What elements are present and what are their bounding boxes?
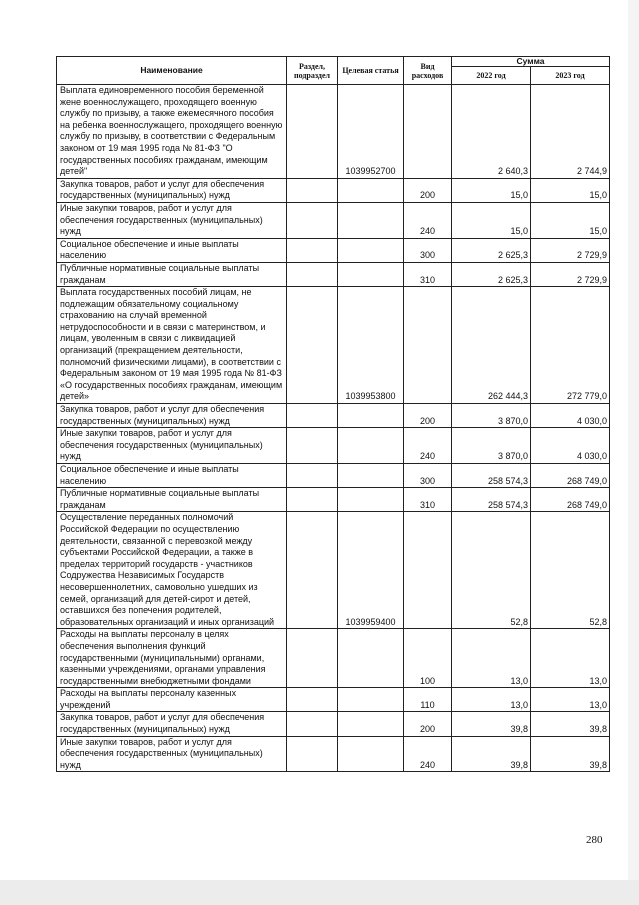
- cell-name: Иные закупки товаров, работ и услуг для обеспечения государственных (муниципальных) нужд: [57, 428, 287, 464]
- cell-amount-2022: 3 870,0: [452, 404, 531, 428]
- cell-amount-2023: 52,8: [531, 512, 610, 629]
- cell-target: [338, 178, 404, 202]
- table-row: [57, 287, 610, 404]
- cell-amount-2023: 268 749,0: [531, 464, 610, 488]
- cell-kind: [404, 85, 452, 179]
- cell-amount-2022: 3 870,0: [452, 428, 531, 464]
- header-sum: Сумма: [452, 57, 610, 67]
- cell-section: [287, 262, 338, 286]
- table-row: [57, 178, 610, 202]
- budget-table: [56, 56, 610, 772]
- cell-target: [338, 464, 404, 488]
- cell-name: Иные закупки товаров, работ и услуг для обеспечения государственных (муниципальных) нужд: [57, 202, 287, 238]
- cell-amount-2022: 39,8: [452, 712, 531, 736]
- table-row: [57, 262, 610, 286]
- cell-kind: 240: [404, 736, 452, 772]
- cell-name: Публичные нормативные социальные выплаты гражданам: [57, 262, 287, 286]
- cell-amount-2023: 39,8: [531, 712, 610, 736]
- cell-section: [287, 238, 338, 262]
- cell-amount-2023: 39,8: [531, 736, 610, 772]
- cell-amount-2023: 272 779,0: [531, 287, 610, 404]
- table-row: [57, 464, 610, 488]
- cell-amount-2022: 2 625,3: [452, 262, 531, 286]
- header-year-2022: 2022 год: [452, 67, 531, 85]
- header-name: Наименование: [57, 57, 287, 85]
- cell-kind: 200: [404, 712, 452, 736]
- cell-amount-2022: 39,8: [452, 736, 531, 772]
- table-row: [57, 404, 610, 428]
- cell-amount-2023: 4 030,0: [531, 428, 610, 464]
- table-row: [57, 629, 610, 688]
- cell-target: [338, 712, 404, 736]
- cell-kind: [404, 512, 452, 629]
- cell-name: Публичные нормативные социальные выплаты гражданам: [57, 488, 287, 512]
- table-row: [57, 488, 610, 512]
- cell-amount-2023: 2 744,9: [531, 85, 610, 179]
- cell-target: [338, 629, 404, 688]
- cell-kind: 110: [404, 688, 452, 712]
- cell-kind: [404, 287, 452, 404]
- cell-target: [338, 428, 404, 464]
- header-target: Целевая статья: [338, 57, 404, 85]
- table-row: [57, 428, 610, 464]
- header-kind: Вид расходов: [404, 57, 452, 85]
- cell-name: Иные закупки товаров, работ и услуг для обеспечения государственных (муниципальных) нужд: [57, 736, 287, 772]
- cell-target: [338, 488, 404, 512]
- cell-amount-2023: 268 749,0: [531, 488, 610, 512]
- cell-amount-2022: 15,0: [452, 178, 531, 202]
- cell-amount-2022: 15,0: [452, 202, 531, 238]
- scan-edge: [628, 0, 639, 905]
- cell-target: [338, 688, 404, 712]
- cell-section: [287, 85, 338, 179]
- cell-target: 1039959400: [338, 512, 404, 629]
- cell-section: [287, 688, 338, 712]
- cell-target: [338, 262, 404, 286]
- table-row: [57, 688, 610, 712]
- cell-name: Расходы на выплаты персоналу в целях обеспечения выполнения функций государственными (муниципальными) органами, казенными учреждениями, органами управления государственными внебюджетными фондами: [57, 629, 287, 688]
- cell-amount-2022: 13,0: [452, 629, 531, 688]
- cell-amount-2022: 13,0: [452, 688, 531, 712]
- cell-section: [287, 736, 338, 772]
- cell-name: Выплата государственных пособий лицам, не подлежащим обязательному социальному страхованию на случай временной нетрудоспособности и в связи с материнством, и лицам, уволенным в связи с ликвидацией организаций (прекращением деятельности, полномочий физическими лицами), в соответствии с Федеральным законом от 19 мая 1995 года № 81-ФЗ «О государственных пособиях гражданам, имеющим детей»: [57, 287, 287, 404]
- cell-kind: 310: [404, 488, 452, 512]
- cell-name: Социальное обеспечение и иные выплаты населению: [57, 238, 287, 262]
- cell-section: [287, 629, 338, 688]
- cell-amount-2022: 2 640,3: [452, 85, 531, 179]
- table-row: [57, 736, 610, 772]
- cell-section: [287, 287, 338, 404]
- cell-kind: 300: [404, 238, 452, 262]
- cell-amount-2022: 2 625,3: [452, 238, 531, 262]
- cell-target: 1039953800: [338, 287, 404, 404]
- cell-amount-2022: 52,8: [452, 512, 531, 629]
- cell-target: [338, 202, 404, 238]
- cell-section: [287, 404, 338, 428]
- cell-kind: 240: [404, 202, 452, 238]
- cell-amount-2022: 258 574,3: [452, 488, 531, 512]
- table-body: [57, 85, 610, 772]
- cell-section: [287, 512, 338, 629]
- cell-kind: 200: [404, 178, 452, 202]
- cell-section: [287, 178, 338, 202]
- cell-name: Закупка товаров, работ и услуг для обеспечения государственных (муниципальных) нужд: [57, 712, 287, 736]
- page-number: 280: [586, 834, 603, 846]
- cell-target: [338, 404, 404, 428]
- table-row: [57, 85, 610, 179]
- cell-amount-2023: 15,0: [531, 202, 610, 238]
- cell-name: Закупка товаров, работ и услуг для обеспечения государственных (муниципальных) нужд: [57, 404, 287, 428]
- cell-target: [338, 238, 404, 262]
- cell-kind: 310: [404, 262, 452, 286]
- cell-amount-2023: 2 729,9: [531, 262, 610, 286]
- cell-amount-2022: 262 444,3: [452, 287, 531, 404]
- table-row: [57, 512, 610, 629]
- cell-amount-2023: 13,0: [531, 629, 610, 688]
- cell-section: [287, 488, 338, 512]
- cell-amount-2022: 258 574,3: [452, 464, 531, 488]
- table-row: [57, 712, 610, 736]
- cell-section: [287, 428, 338, 464]
- header-year-2023: 2023 год: [531, 67, 610, 85]
- cell-amount-2023: 4 030,0: [531, 404, 610, 428]
- cell-section: [287, 202, 338, 238]
- table-row: [57, 238, 610, 262]
- cell-kind: 200: [404, 404, 452, 428]
- cell-name: Социальное обеспечение и иные выплаты населению: [57, 464, 287, 488]
- cell-section: [287, 712, 338, 736]
- cell-kind: 300: [404, 464, 452, 488]
- cell-amount-2023: 2 729,9: [531, 238, 610, 262]
- table-row: [57, 202, 610, 238]
- cell-kind: 100: [404, 629, 452, 688]
- cell-section: [287, 464, 338, 488]
- cell-name: Выплата единовременного пособия беременной жене военнослужащего, проходящего военную службу по призыву, а также ежемесячного пособия на ребенка военнослужащего, проходящего военную службу по призыву, в соответствии с Федеральным законом от 19 мая 1995 года № 81-ФЗ "О государственных пособиях гражданам, имеющим детей": [57, 85, 287, 179]
- cell-name: Закупка товаров, работ и услуг для обеспечения государственных (муниципальных) нужд: [57, 178, 287, 202]
- scan-bottom-margin: [0, 880, 639, 905]
- table-header-row: [57, 57, 610, 67]
- cell-name: Расходы на выплаты персоналу казенных учреждений: [57, 688, 287, 712]
- cell-amount-2023: 15,0: [531, 178, 610, 202]
- cell-kind: 240: [404, 428, 452, 464]
- cell-amount-2023: 13,0: [531, 688, 610, 712]
- header-section: Раздел, подраздел: [287, 57, 338, 85]
- cell-name: Осуществление переданных полномочий Российской Федерации по осуществлению деятельности, связанной с перевозкой между субъектами Российской Федерации, а также в пределах территорий государств - участников Содружества Независимых Государств несовершеннолетних, самовольно ушедших из семей, организаций для детей-сирот и детей, оставшихся без попечения родителей, образовательных организаций и иных организаций: [57, 512, 287, 629]
- cell-target: [338, 736, 404, 772]
- cell-target: 1039952700: [338, 85, 404, 179]
